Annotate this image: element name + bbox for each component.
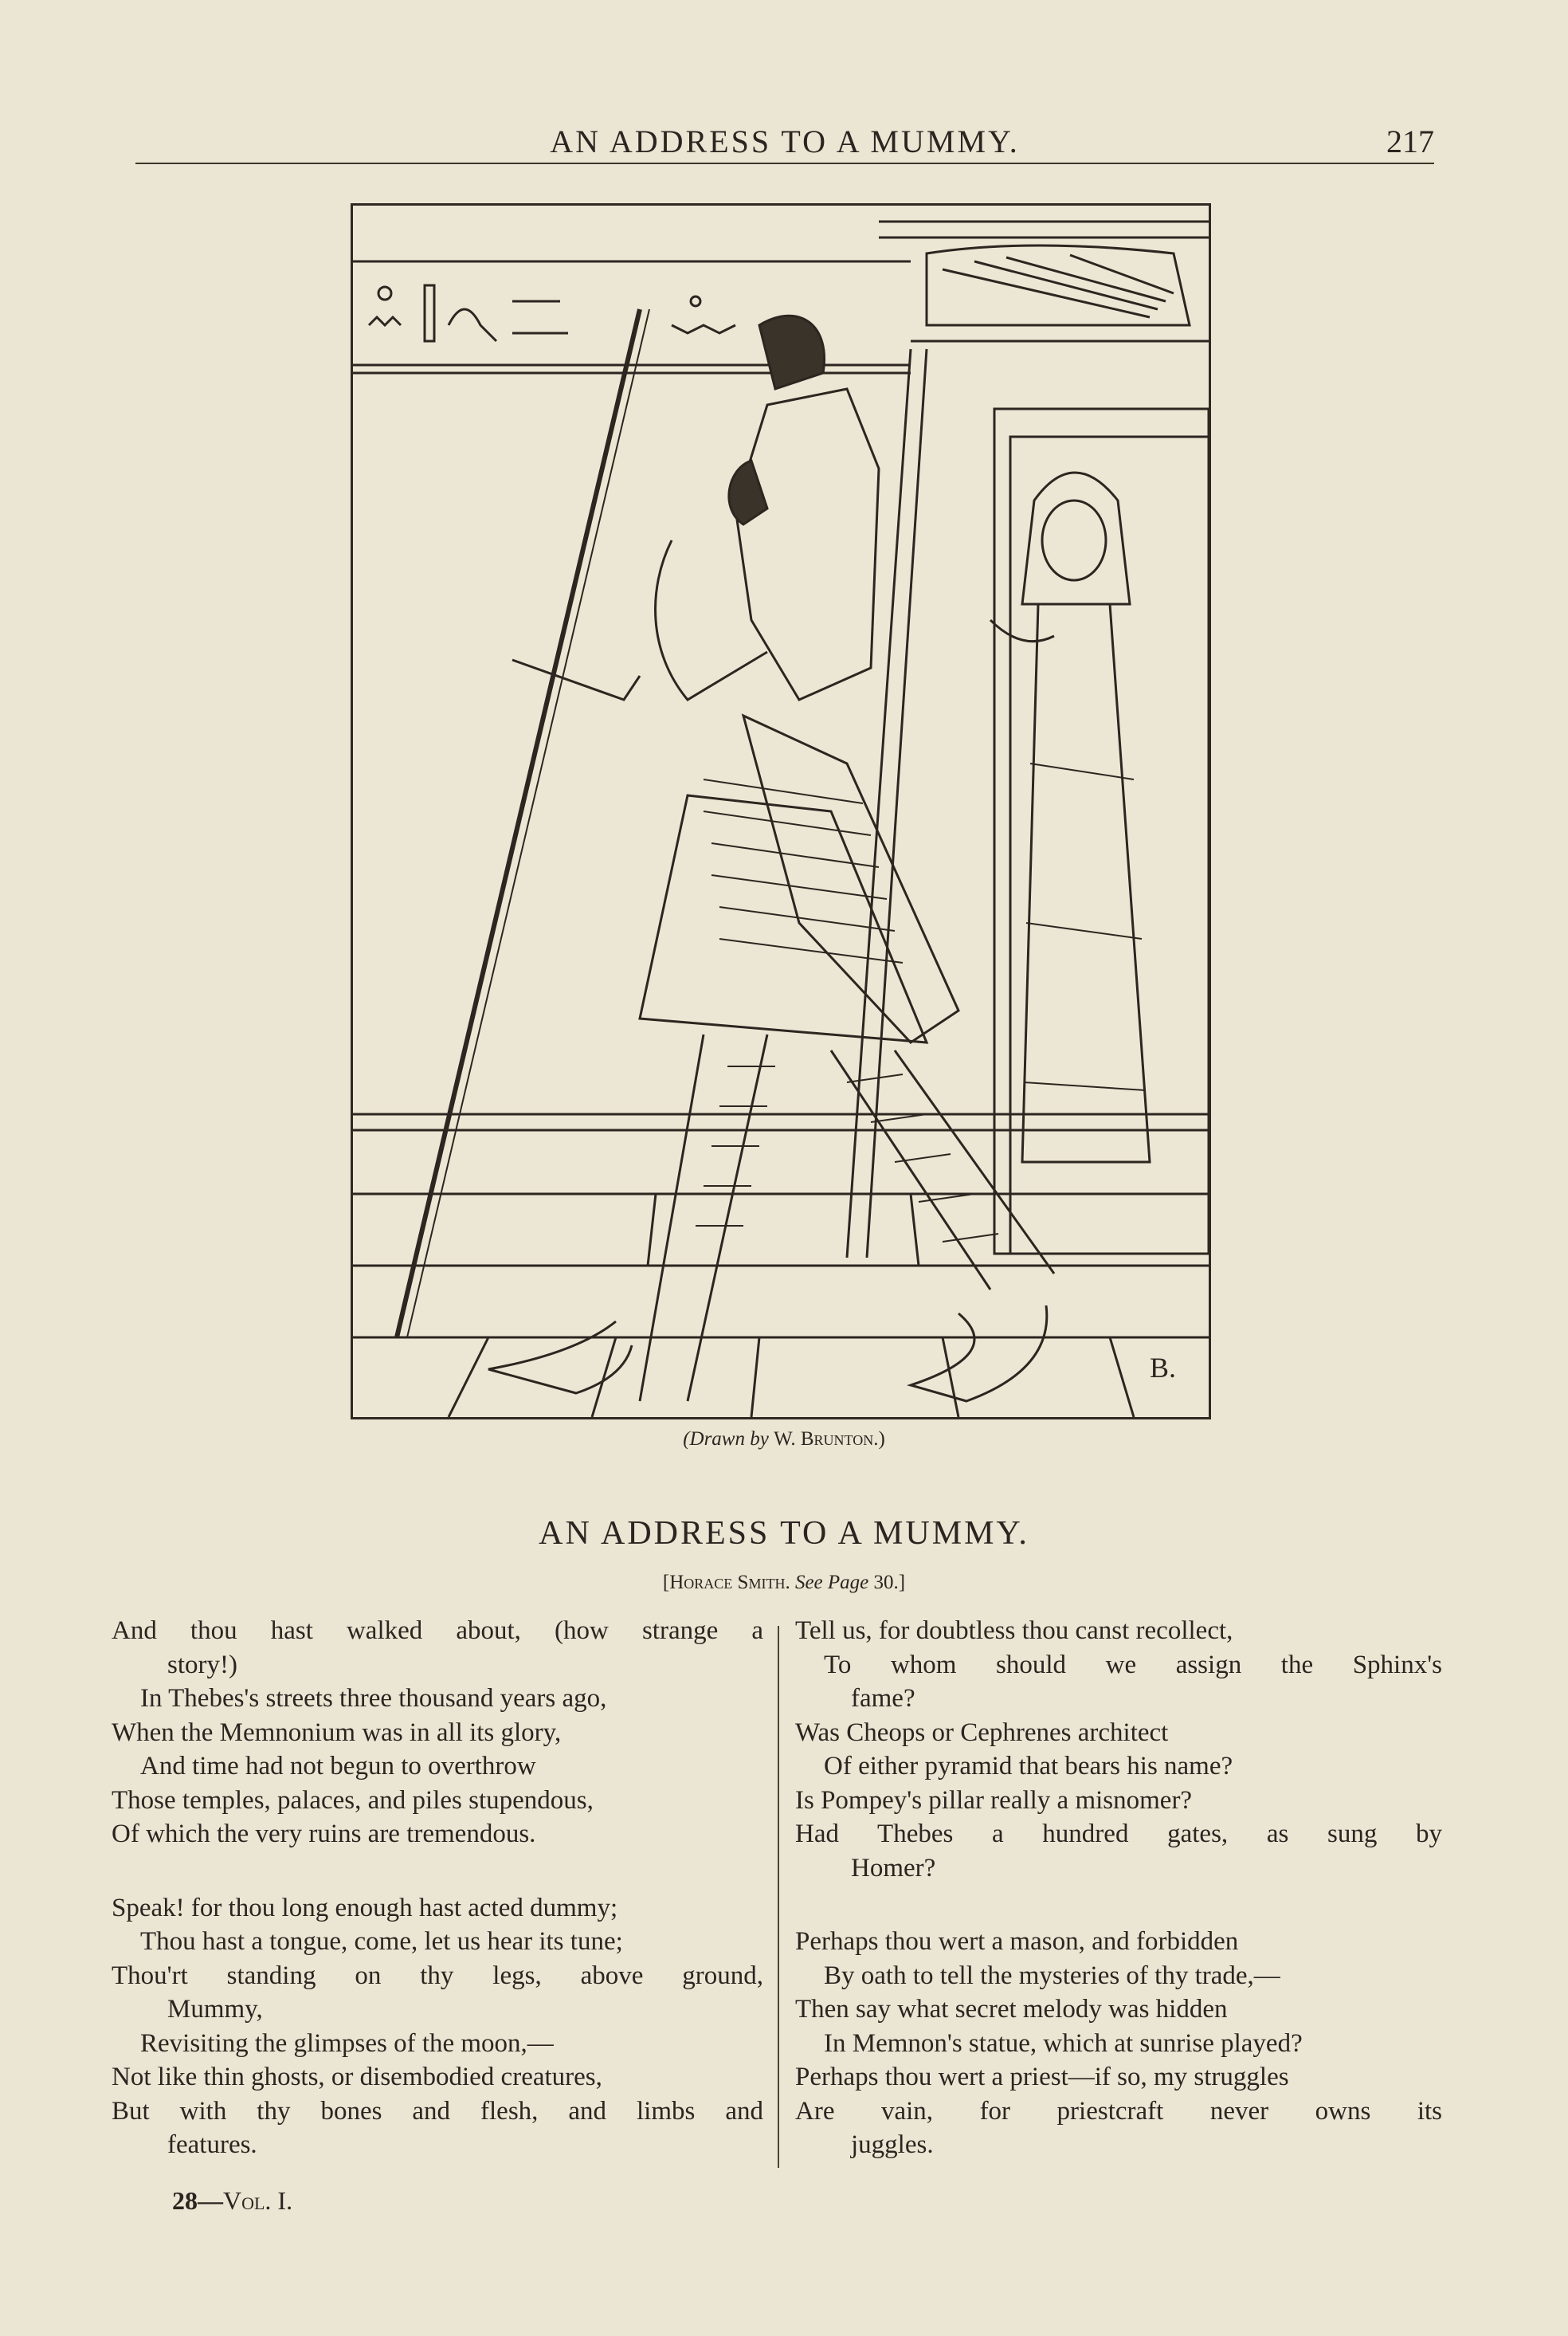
attribution-author: [Horace Smith. <box>662 1572 790 1593</box>
running-title: AN ADDRESS TO A MUMMY. <box>550 124 1020 159</box>
poem-line: When the Memnonium was in all its glory, <box>112 1718 562 1747</box>
engraving-illustration <box>353 206 1209 1417</box>
caption-drawn-by: (Drawn by <box>683 1428 769 1450</box>
page-number: 217 <box>1386 124 1434 159</box>
poem-line: Perhaps thou wert a priest—if so, my struggles <box>795 2063 1289 2091</box>
attribution-page: 30.] <box>873 1572 906 1593</box>
poem-line: Those temples, palaces, and piles stupendous, <box>112 1785 594 1815</box>
poem-line: And thou hast walked about, (how strange a <box>112 1616 763 1645</box>
poem-line: Thou hast a tongue, come, let us hear its tune; <box>140 1927 623 1956</box>
poem-line: Homer? <box>851 1853 936 1883</box>
poem-line: Mummy, <box>167 1995 263 2024</box>
poem-line: Of which the very ruins are tremendous. <box>112 1820 536 1848</box>
signature-mark <box>172 2186 292 2216</box>
poem-line: Speak! for thou long enough hast acted dummy; <box>112 1893 618 1922</box>
poem-line: Tell us, for doubtless thou canst recollect, <box>795 1616 1233 1645</box>
running-head <box>135 120 1434 164</box>
poem-title: AN ADDRESS TO A MUMMY. <box>539 1515 1029 1552</box>
attribution-see-page: See Page <box>794 1572 869 1593</box>
poem-line: story!) <box>167 1650 237 1679</box>
poem-line: Revisiting the glimpses of the moon,— <box>140 2028 554 2058</box>
poem-attribution <box>0 1572 1568 1594</box>
poem-line: features. <box>167 2130 257 2159</box>
poem-line: Are vain, for priestcraft never owns its <box>795 2096 1442 2126</box>
poem-line: Perhaps thou wert a mason, and forbidden <box>795 1927 1239 1956</box>
poem-line: Not like thin ghosts, or disembodied creatures, <box>112 2063 602 2091</box>
poem-line: But with thy bones and flesh, and limbs and <box>112 2096 763 2126</box>
poem-line: fame? <box>851 1684 915 1713</box>
poem-line: To whom should we assign the Sphinx's <box>824 1650 1442 1679</box>
poem-line: And time had not begun to overthrow <box>140 1752 536 1780</box>
column-divider <box>778 1626 779 2168</box>
stanza-break <box>112 1851 763 1891</box>
poem-line: By oath to tell the mysteries of thy trade,— <box>824 1961 1280 1990</box>
signature-volume: Vol. I. <box>223 2186 293 2215</box>
poem-line: Was Cheops or Cephrenes architect <box>795 1718 1169 1747</box>
stanza-break <box>795 1885 1442 1925</box>
poem-line: Had Thebes a hundred gates, as sung by <box>795 1820 1442 1848</box>
poem-line: Then say what secret melody was hidden <box>795 1995 1228 2024</box>
poem-line: In Thebes's streets three thousand years ago, <box>140 1684 607 1713</box>
poem-column-left <box>112 1614 763 2162</box>
artist-monogram: B. <box>1150 1352 1177 1384</box>
poem-line: Of either pyramid that bears his name? <box>824 1752 1233 1780</box>
illustration-mummy-pharaoh <box>351 203 1211 1419</box>
poem-line: In Memnon's statue, which at sunrise played? <box>824 2028 1303 2058</box>
caption-artist: W. Brunton.) <box>774 1428 885 1450</box>
poem-column-right <box>795 1614 1442 2162</box>
figure-caption <box>0 1428 1568 1451</box>
signature-number: 28— <box>172 2186 223 2215</box>
poem-line: Is Pompey's pillar really a misnomer? <box>795 1785 1193 1815</box>
poem-line: juggles. <box>851 2130 934 2159</box>
poem-line: Thou'rt standing on thy legs, above ground, <box>112 1961 763 1990</box>
